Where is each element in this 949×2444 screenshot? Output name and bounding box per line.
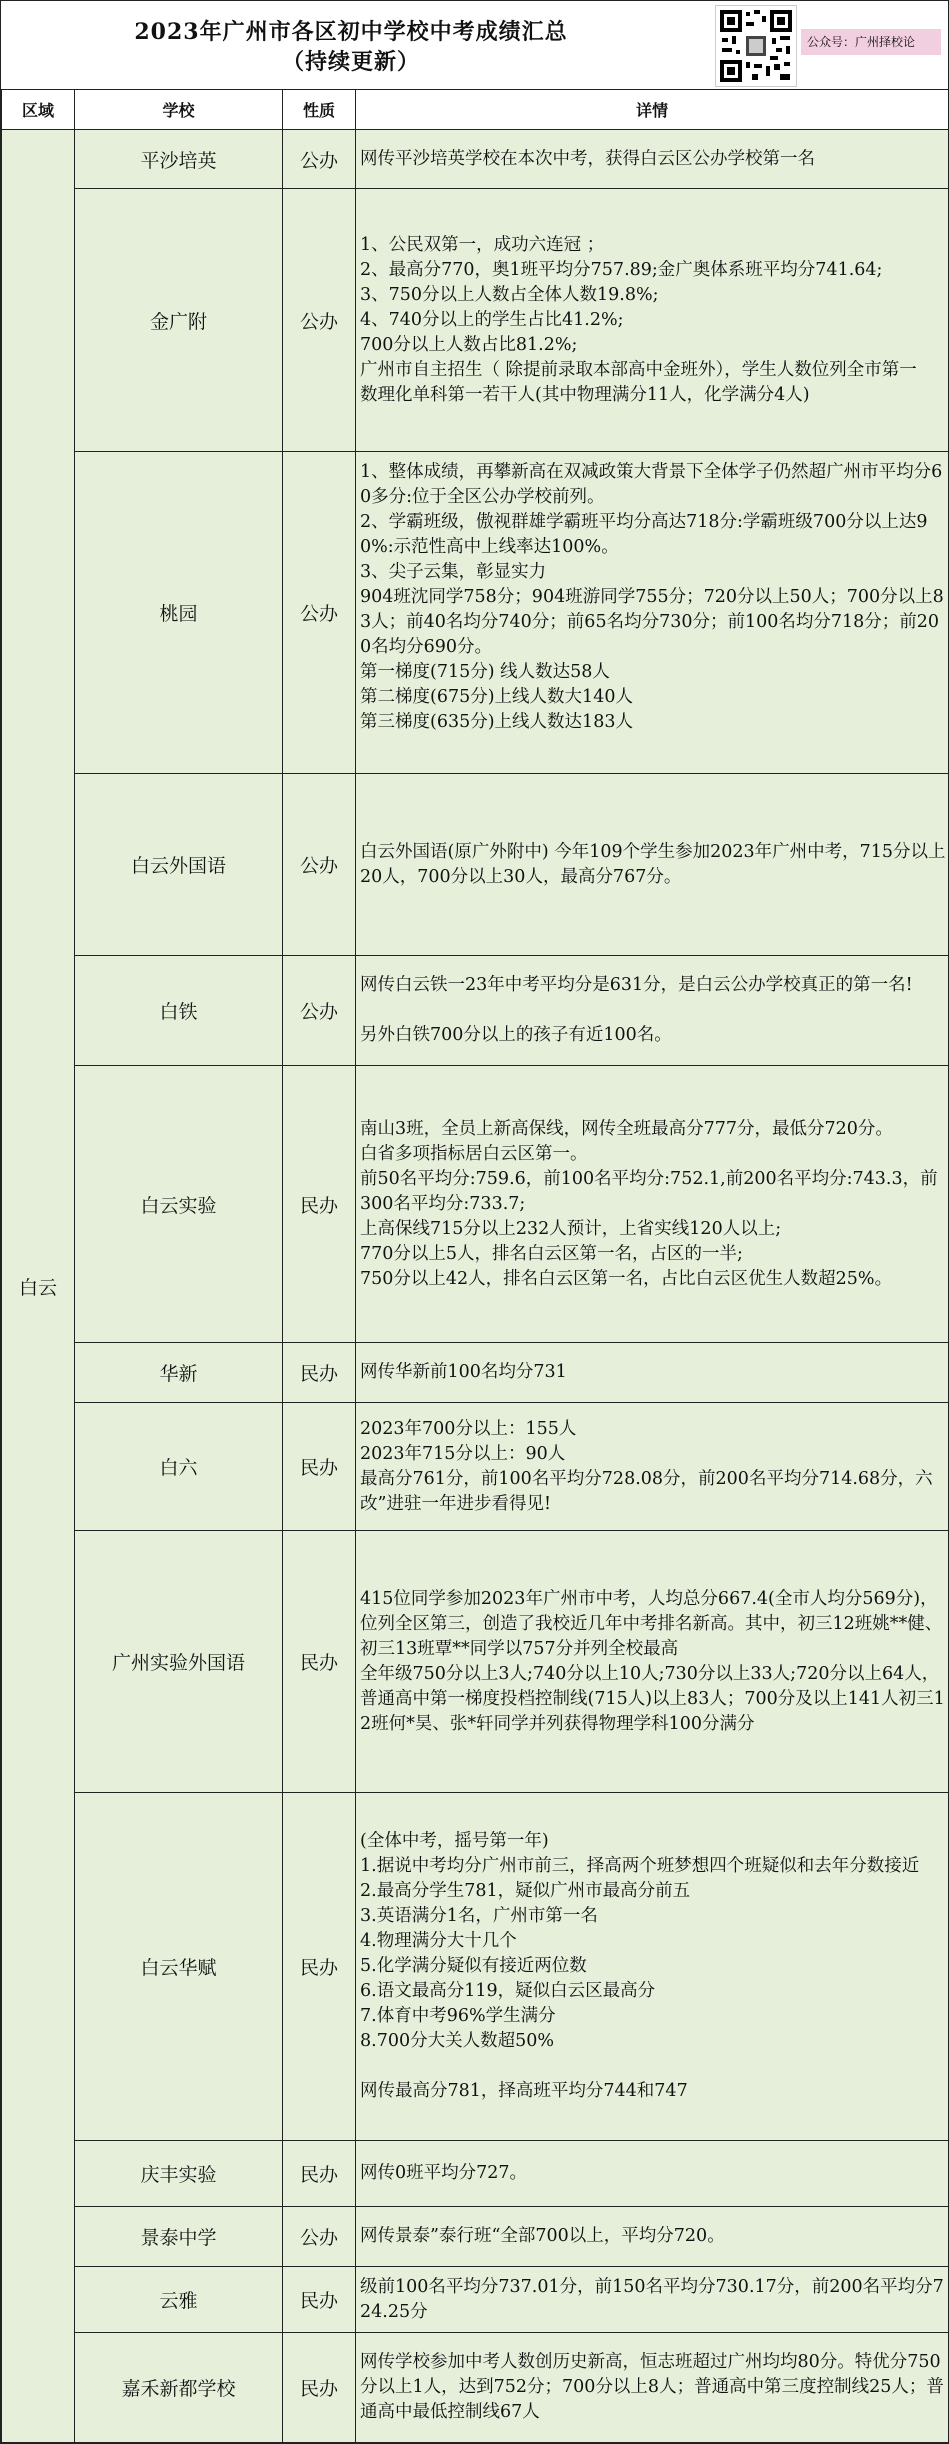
detail-cell: 网传学校参加中考人数创历史新高，恒志班超过广州均均80分。特优分750分以上1人，达到752分；700分以上8人；普通高中第三度控制线25人；普通高中最低控制线67人 — [356, 2333, 949, 2443]
qr-code-icon — [715, 5, 797, 87]
school-cell: 云雅 — [75, 2267, 283, 2333]
table-row — [2, 130, 949, 189]
nature-cell: 民办 — [283, 1343, 356, 1403]
table-row — [2, 774, 949, 956]
school-cell: 景泰中学 — [75, 2207, 283, 2267]
school-cell: 庆丰实验 — [75, 2141, 283, 2207]
school-cell: 嘉禾新都学校 — [75, 2333, 283, 2443]
detail-cell: 网传平沙培英学校在本次中考，获得白云区公办学校第一名 — [356, 130, 949, 189]
table-row — [2, 1343, 949, 1403]
page-subtitle: （持续更新） — [281, 49, 420, 75]
nature-cell: 公办 — [283, 956, 356, 1066]
title-block — [1, 1, 948, 90]
detail-cell: 网传景泰”泰行班“全部700以上，平均分720。 — [356, 2207, 949, 2267]
nature-cell: 民办 — [283, 1531, 356, 1793]
table-row — [2, 2333, 949, 2443]
table-row — [2, 1403, 949, 1531]
detail-cell: 1、公民双第一，成功六连冠 ； 2、最高分770，奥1班平均分757.89;金广奥体系班平均分741.64; 3、750分以上人数占全体人数19.8%; 4、740分以上的学生占比41.2%; 700分以上人数占比81.2%; 广州市自主招生（ 除提前录取本部高中金班外），学生人数位列全市第一 数理化单科第一若干人(其中物理满分11人，化学满分4人) — [356, 189, 949, 452]
nature-cell: 公办 — [283, 2207, 356, 2267]
score-table — [1, 89, 949, 2443]
detail-cell: 网传0班平均分727。 — [356, 2141, 949, 2207]
table-row — [2, 2207, 949, 2267]
nature-cell: 民办 — [283, 1793, 356, 2141]
nature-cell: 公办 — [283, 189, 356, 452]
detail-cell: 415位同学参加2023年广州市中考，人均总分667.4(全市人均分569分)，位列全区第三，创造了我校近几年中考排名新高。其中，初三12班姚**健、初三13班覃**同学以757分并列全校最高 全年级750分以上3人;740分以上10人;730分以上33人;720分以上64人，普通高中第一梯度投档控制线(715人)以上83人；700分及以上141人初三12班何*昊、张*轩同学并列获得物理学科100分满分 — [356, 1531, 949, 1793]
detail-cell: 网传华新前100名均分731 — [356, 1343, 949, 1403]
column-header-nature: 性质 — [283, 90, 356, 130]
table-row — [2, 2267, 949, 2333]
school-cell: 桃园 — [75, 452, 283, 774]
school-cell: 白云外国语 — [75, 774, 283, 956]
table-row — [2, 1531, 949, 1793]
detail-cell: 白云外国语(原广外附中) 今年109个学生参加2023年广州中考，715分以上20人，700分以上30人，最高分767分。 — [356, 774, 949, 956]
school-cell: 白云华赋 — [75, 1793, 283, 2141]
table-row — [2, 956, 949, 1066]
column-header-school: 学校 — [75, 90, 283, 130]
detail-cell: 南山3班，全员上新高保线，网传全班最高分777分，最低分720分。 白省多项指标居白云区第一。 前50名平均分:759.6，前100名平均分:752.1,前200名平均分:743.3，前300名平均分:733.7; 上高保线715分以上232人预计，上省实线120人以上; 770分以上5人，排名白云区第一名，占区的一半; 750分以上42人，排名白云区第一名，占比白云区优生人数超25%。 — [356, 1066, 949, 1343]
nature-cell: 民办 — [283, 2267, 356, 2333]
table-row — [2, 1066, 949, 1343]
table-row — [2, 1793, 949, 2141]
school-cell: 白铁 — [75, 956, 283, 1066]
table-row — [2, 452, 949, 774]
nature-cell: 民办 — [283, 1403, 356, 1531]
school-cell: 白云实验 — [75, 1066, 283, 1343]
district-cell: 白云 — [2, 130, 75, 2443]
detail-cell: (全体中考，摇号第一年) 1.据说中考均分广州市前三，择高两个班梦想四个班疑似和去年分数接近 2.最高分学生781，疑似广州市最高分前五 3.英语满分1名，广州市第一名 4.物理满分大十几个 5.化学满分疑似有接近两位数 6.语文最高分119，疑似白云区最高分 7.体育中考96%学生满分 8.700分大关人数超50% 网传最高分781，择高班平均分744和747 — [356, 1793, 949, 2141]
account-label: 公众号：广州择校论 — [801, 29, 941, 55]
column-header-detail: 详情 — [356, 90, 949, 130]
school-cell: 广州实验外国语 — [75, 1531, 283, 1793]
column-header-district: 区域 — [2, 90, 75, 130]
detail-cell: 1、整体成绩，再攀新高在双减政策大背景下全体学子仍然超广州市平均分60多分:位于全区公办学校前列。 2、学霸班级，傲视群雄学霸班平均分高达718分:学霸班级700分以上达90%:示范性高中上线率达100%。 3、尖子云集，彰显实力 904班沈同学758分；904班游同学755分；720分以上50人；700分以上83人；前40名均分740分；前65名均分730分；前100名均分718分；前200名均分690分。 第一梯度(715分) 线人数达58人 第二梯度(675分)上线人数大140人 第三梯度(635分)上线人数达183人 — [356, 452, 949, 774]
nature-cell: 民办 — [283, 1066, 356, 1343]
school-cell: 平沙培英 — [75, 130, 283, 189]
header-row — [2, 90, 949, 130]
table-row — [2, 2141, 949, 2207]
school-cell: 白六 — [75, 1403, 283, 1531]
detail-cell: 级前100名平均分737.01分，前150名平均分730.17分，前200名平均分724.25分 — [356, 2267, 949, 2333]
school-cell: 金广附 — [75, 189, 283, 452]
detail-cell: 网传白云铁一23年中考平均分是631分，是白云公办学校真正的第一名! 另外白铁700分以上的孩子有近100名。 — [356, 956, 949, 1066]
nature-cell: 民办 — [283, 2333, 356, 2443]
nature-cell: 公办 — [283, 452, 356, 774]
nature-cell: 公办 — [283, 130, 356, 189]
school-cell: 华新 — [75, 1343, 283, 1403]
table-row — [2, 189, 949, 452]
page-title: 2023年广州市各区初中学校中考成绩汇总 — [134, 19, 568, 45]
detail-cell: 2023年700分以上：155人 2023年715分以上：90人 最高分761分，前100名平均分728.08分，前200名平均分714.68分，六改”进驻一年进步看得见! — [356, 1403, 949, 1531]
nature-cell: 公办 — [283, 774, 356, 956]
nature-cell: 民办 — [283, 2141, 356, 2207]
